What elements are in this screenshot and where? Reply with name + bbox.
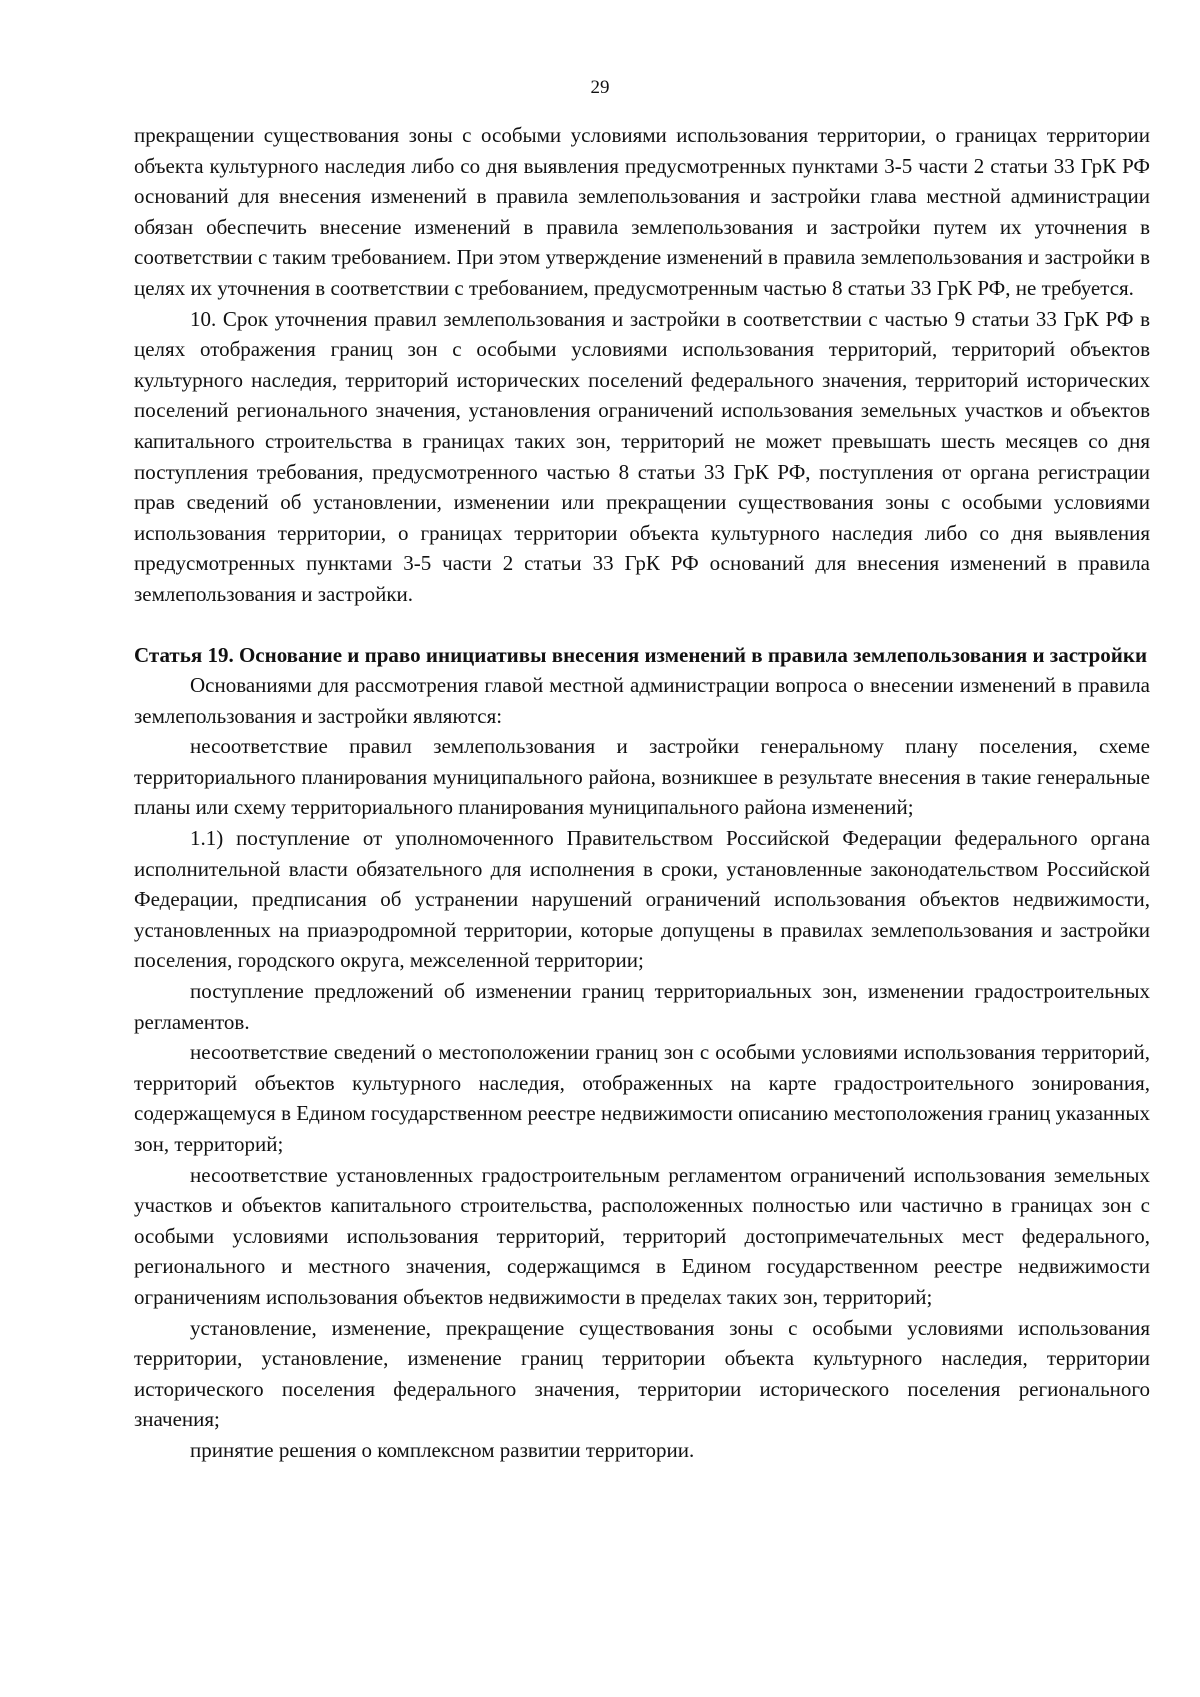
paragraph-continuation: прекращении существования зоны с особыми условиями использования территории, о границах территории объекта культурного наследия либо со дня выявления предусмотренных пунктами 3-5 части 2 статьи 33 ГрК РФ оснований для внесения изменений в правила землепользования и застройки глава местной администрации обязан обеспечить внесение изменений в правила землепользования и застройки путем их уточнения в соответствии с таким требованием. При этом утверждение изменений в правила землепользования и застройки в целях их уточнения в соответствии с требованием, предусмотренным частью 8 статьи 33 ГрК РФ, не требуется. <box>134 123 1150 300</box>
paragraph-ground-zone-boundaries: несоответствие сведений о местоположении границ зон с особыми условиями использования территорий, территорий объектов культурного наследия, отображенных на карте градостроительного зонирования, содержащемуся в Едином государственном реестре недвижимости описанию местоположения границ указанных зон, территорий; <box>134 1040 1150 1156</box>
document-body <box>134 120 1150 1466</box>
paragraph-ground-zone-changes: установление, изменение, прекращение существования зоны с особыми условиями использования территории, установление, изменение границ территории объекта культурного наследия, территории исторического поселения федерального значения, территории исторического поселения регионального значения; <box>134 1315 1150 1432</box>
paragraph-ground-restrictions: несоответствие установленных градостроительным регламентом ограничений использования земельных участков и объектов капитального строительства, расположенных полностью или частично в границах зон с особыми условиями использования территорий, территорий достопримечательных мест федерального, регионального и местного значения, содержащимся в Едином государственном реестре недвижимости ограничениям использования объектов недвижимости в пределах таких зон, территорий; <box>134 1162 1150 1309</box>
paragraph-item-10: 10. Срок уточнения правил землепользования и застройки в соответствии с частью 9 статьи 33 ГрК РФ в целях отображения границ зон с особыми условиями использования территорий, территорий объектов культурного наследия, территорий исторических поселений федерального значения, территорий исторических поселений регионального значения, установления ограничений использования земельных участков и объектов капитального строительства в границах таких зон, территорий не может превышать шесть месяцев со дня поступления требования, предусмотренного частью 8 статьи 33 ГрК РФ, поступления от органа регистрации прав сведений об установлении, изменении или прекращении существования зоны с особыми условиями использования территории, о границах территории объекта культурного наследия либо со дня выявления предусмотренных пунктами 3-5 части 2 статьи 33 ГрК РФ оснований для внесения изменений в правила землепользования и застройки. <box>134 306 1150 606</box>
paragraph-grounds-intro: Основаниями для рассмотрения главой местной администрации вопроса о внесении изменений в правила землепользования и застройки являются: <box>134 673 1150 728</box>
paragraph-ground-proposals: поступление предложений об изменении границ территориальных зон, изменении градостроительных регламентов. <box>134 979 1150 1034</box>
page-number: 29 <box>590 77 610 98</box>
article-heading: Статья 19. Основание и право инициативы внесения изменений в правила землепользования и застройки <box>134 642 1148 667</box>
paragraph-ground-general-plan: несоответствие правил землепользования и застройки генеральному плану поселения, схеме территориального планирования муниципального района, возникшее в результате внесения в такие генеральные планы или схему территориального планирования муниципального района изменений; <box>134 734 1150 820</box>
paragraph-ground-integrated-development: принятие решения о комплексном развитии территории. <box>190 1437 695 1462</box>
paragraph-ground-1-1: 1.1) поступление от уполномоченного Правительством Российской Федерации федерального органа исполнительной власти обязательного для исполнения в сроки, установленные законодательством Российской Федерации, предписания об устранении нарушений ограничений использования объектов недвижимости, установленных на приаэродромной территории, которые допущены в правилах землепользования и застройки поселения, городского округа, межселенной территории; <box>134 826 1150 973</box>
